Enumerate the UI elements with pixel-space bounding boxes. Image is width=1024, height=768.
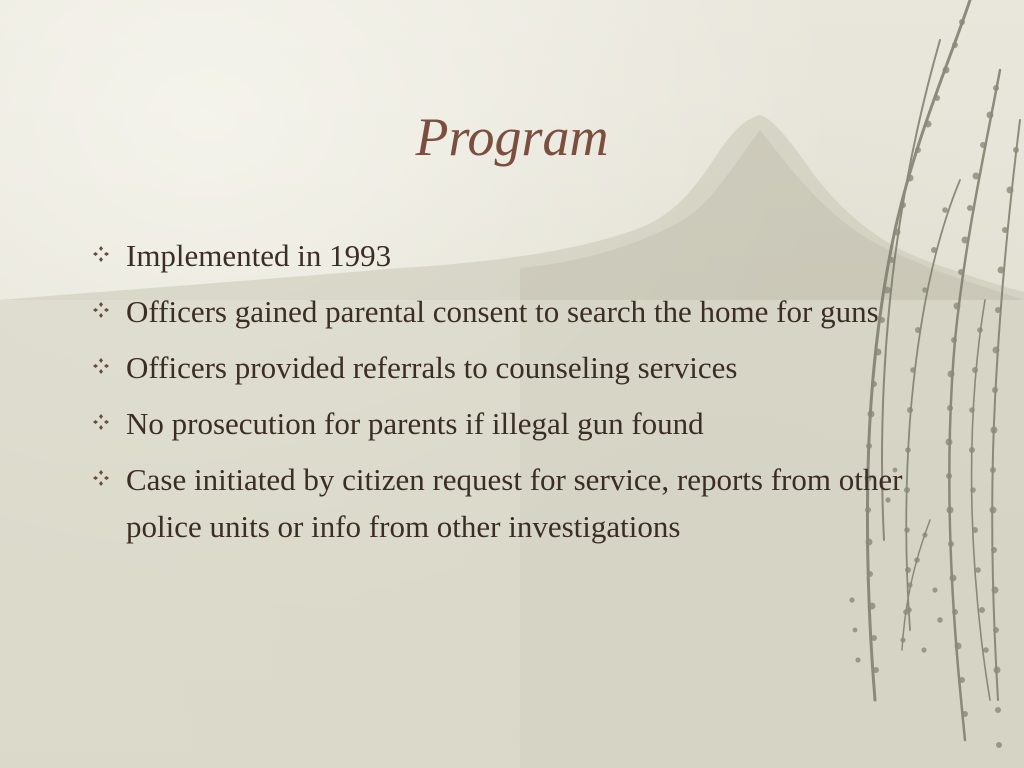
four-diamond-bullet-icon (92, 357, 110, 375)
bullet-text: Officers gained parental consent to search the home for guns (126, 294, 879, 329)
four-diamond-bullet-icon (92, 301, 110, 319)
four-diamond-bullet-icon (92, 245, 110, 263)
bullet-item (88, 232, 918, 279)
slide-title: Program (415, 107, 609, 167)
four-diamond-bullet-icon (92, 413, 110, 431)
four-diamond-bullet-icon (92, 469, 110, 487)
bullet-text: Case initiated by citizen request for service, reports from other police units or info from other investigations (126, 462, 903, 544)
bullet-text: Implemented in 1993 (126, 238, 392, 273)
bullet-text: Officers provided referrals to counseling services (126, 350, 738, 385)
bullet-item (88, 288, 918, 335)
bullet-item (88, 456, 918, 550)
bullet-text: No prosecution for parents if illegal gun found (126, 406, 704, 441)
bullet-item (88, 344, 918, 391)
bullet-list (88, 232, 918, 559)
bullet-item (88, 400, 918, 447)
